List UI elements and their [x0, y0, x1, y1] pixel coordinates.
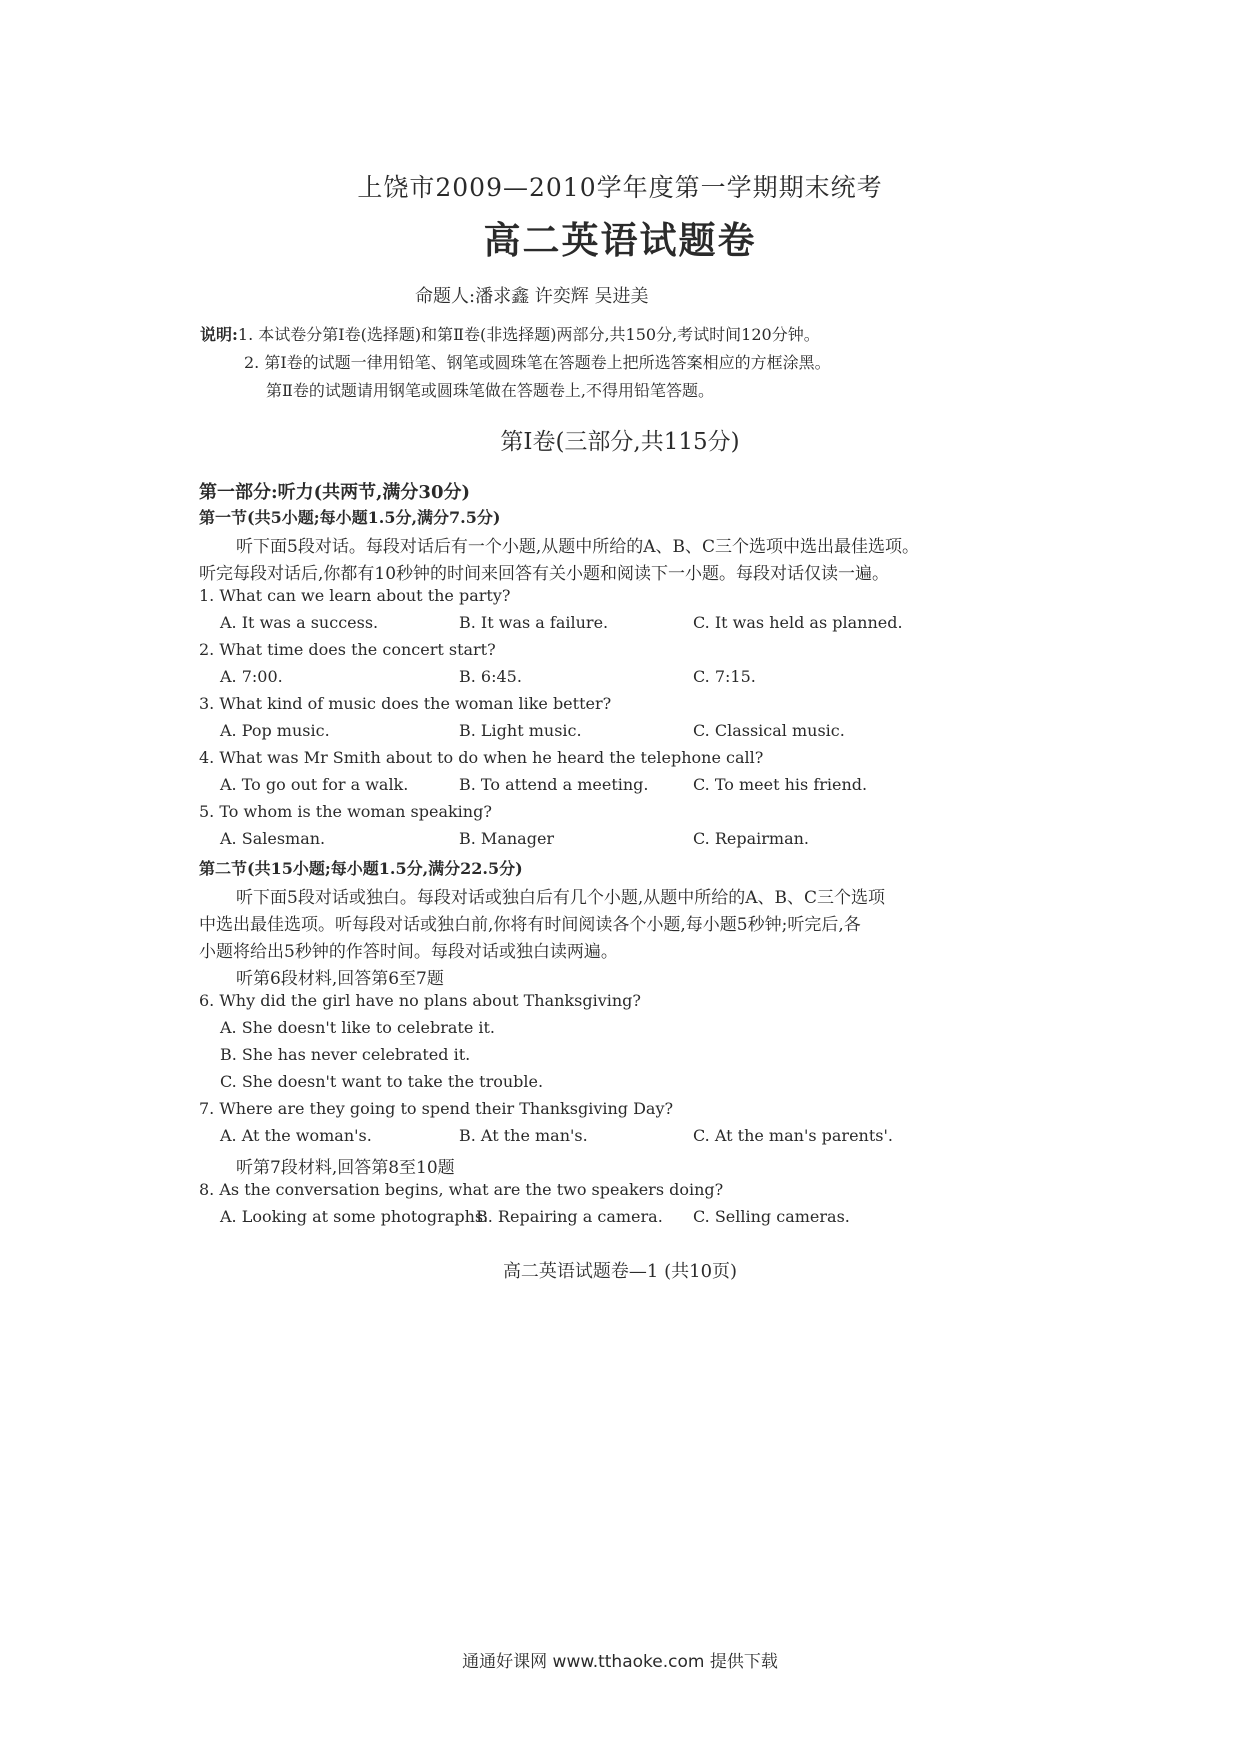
option-c: C. Repairman. [693, 829, 810, 848]
authors: 命题人:潘求鑫 许奕辉 吴进美 [415, 286, 649, 307]
option-b: B. At the man's. [459, 1126, 588, 1145]
question-stem: 1. What can we learn about the party? [199, 586, 511, 605]
option-a: A. Looking at some photographs. [220, 1207, 489, 1226]
section2-title: 第二节(共15小题;每小题1.5分,满分22.5分) [199, 859, 523, 878]
instruction-item-2: 2. 第Ⅰ卷的试题一律用铅笔、钢笔或圆珠笔在答题卷上把所选答案相应的方框涂黑。 [244, 353, 831, 372]
option-a: A. Pop music. [220, 721, 330, 740]
option-c: C. At the man's parents'. [693, 1126, 893, 1145]
option-a: A. She doesn't like to celebrate it. [220, 1018, 496, 1037]
option-a: A. It was a success. [220, 613, 379, 632]
volume1-title: 第Ⅰ卷(三部分,共115分) [500, 429, 740, 455]
option-a: A. At the woman's. [220, 1126, 372, 1145]
exam-title-line1: 上饶市2009—2010学年度第一学期期末统考 [357, 173, 883, 202]
option-b: B. Light music. [459, 721, 582, 740]
exam-title-main: 高二英语试题卷 [483, 218, 757, 262]
download-note: 通通好课网 www.tthaoke.com 提供下载 [462, 1652, 778, 1672]
option-b: B. 6:45. [459, 667, 522, 686]
option-c: C. It was held as planned. [693, 613, 903, 632]
section1-intro-2: 听完每段对话后,你都有10秒钟的时间来回答有关小题和阅读下一小题。每段对话仅读一遍。 [199, 564, 890, 584]
option-c: C. 7:15. [693, 667, 756, 686]
material-7-note: 听第7段材料,回答第8至10题 [236, 1158, 455, 1178]
question-stem: 5. To whom is the woman speaking? [199, 802, 492, 821]
part1-title: 第一部分:听力(共两节,满分30分) [199, 482, 470, 503]
instructions-label: 说明: [200, 325, 238, 344]
question-stem: 3. What kind of music does the woman like better? [199, 694, 612, 713]
section1-intro-1: 听下面5段对话。每段对话后有一个小题,从题中所给的A、B、C三个选项中选出最佳选项。 [236, 537, 919, 557]
question-stem: 4. What was Mr Smith about to do when he heard the telephone call? [199, 748, 764, 767]
option-b: B. Manager [459, 829, 555, 848]
option-b: B. It was a failure. [459, 613, 609, 632]
instruction-item-1: 1. 本试卷分第Ⅰ卷(选择题)和第Ⅱ卷(非选择题)两部分,共150分,考试时间120分钟。 [237, 325, 820, 344]
option-c: C. Selling cameras. [693, 1207, 850, 1226]
option-a: A. Salesman. [220, 829, 326, 848]
option-c: C. Classical music. [693, 721, 845, 740]
section2-intro-3: 小题将给出5秒钟的作答时间。每段对话或独白读两遍。 [199, 942, 618, 962]
section1-title: 第一节(共5小题;每小题1.5分,满分7.5分) [199, 508, 501, 527]
section2-intro-1: 听下面5段对话或独白。每段对话或独白后有几个小题,从题中所给的A、B、C三个选项 [236, 888, 885, 908]
option-b: B. To attend a meeting. [459, 775, 649, 794]
option-c: C. She doesn't want to take the trouble. [220, 1072, 544, 1091]
question-stem: 7. Where are they going to spend their Thanksgiving Day? [199, 1099, 674, 1118]
option-a: A. 7:00. [220, 667, 283, 686]
question-stem: 6. Why did the girl have no plans about Thanksgiving? [199, 991, 641, 1010]
question-stem: 2. What time does the concert start? [199, 640, 496, 659]
material-6-note: 听第6段材料,回答第6至7题 [236, 969, 444, 989]
option-c: C. To meet his friend. [693, 775, 868, 794]
page-footer: 高二英语试题卷—1 (共10页) [502, 1261, 738, 1282]
section2-intro-2: 中选出最佳选项。听每段对话或独白前,你将有时间阅读各个小题,每小题5秒钟;听完后,各 [199, 915, 861, 935]
option-b: B. Repairing a camera. [476, 1207, 663, 1226]
option-b: B. She has never celebrated it. [220, 1045, 471, 1064]
option-a: A. To go out for a walk. [220, 775, 409, 794]
question-stem: 8. As the conversation begins, what are the two speakers doing? [199, 1180, 724, 1199]
instruction-item-2-cont: 第Ⅱ卷的试题请用钢笔或圆珠笔做在答题卷上,不得用铅笔答题。 [266, 381, 714, 400]
